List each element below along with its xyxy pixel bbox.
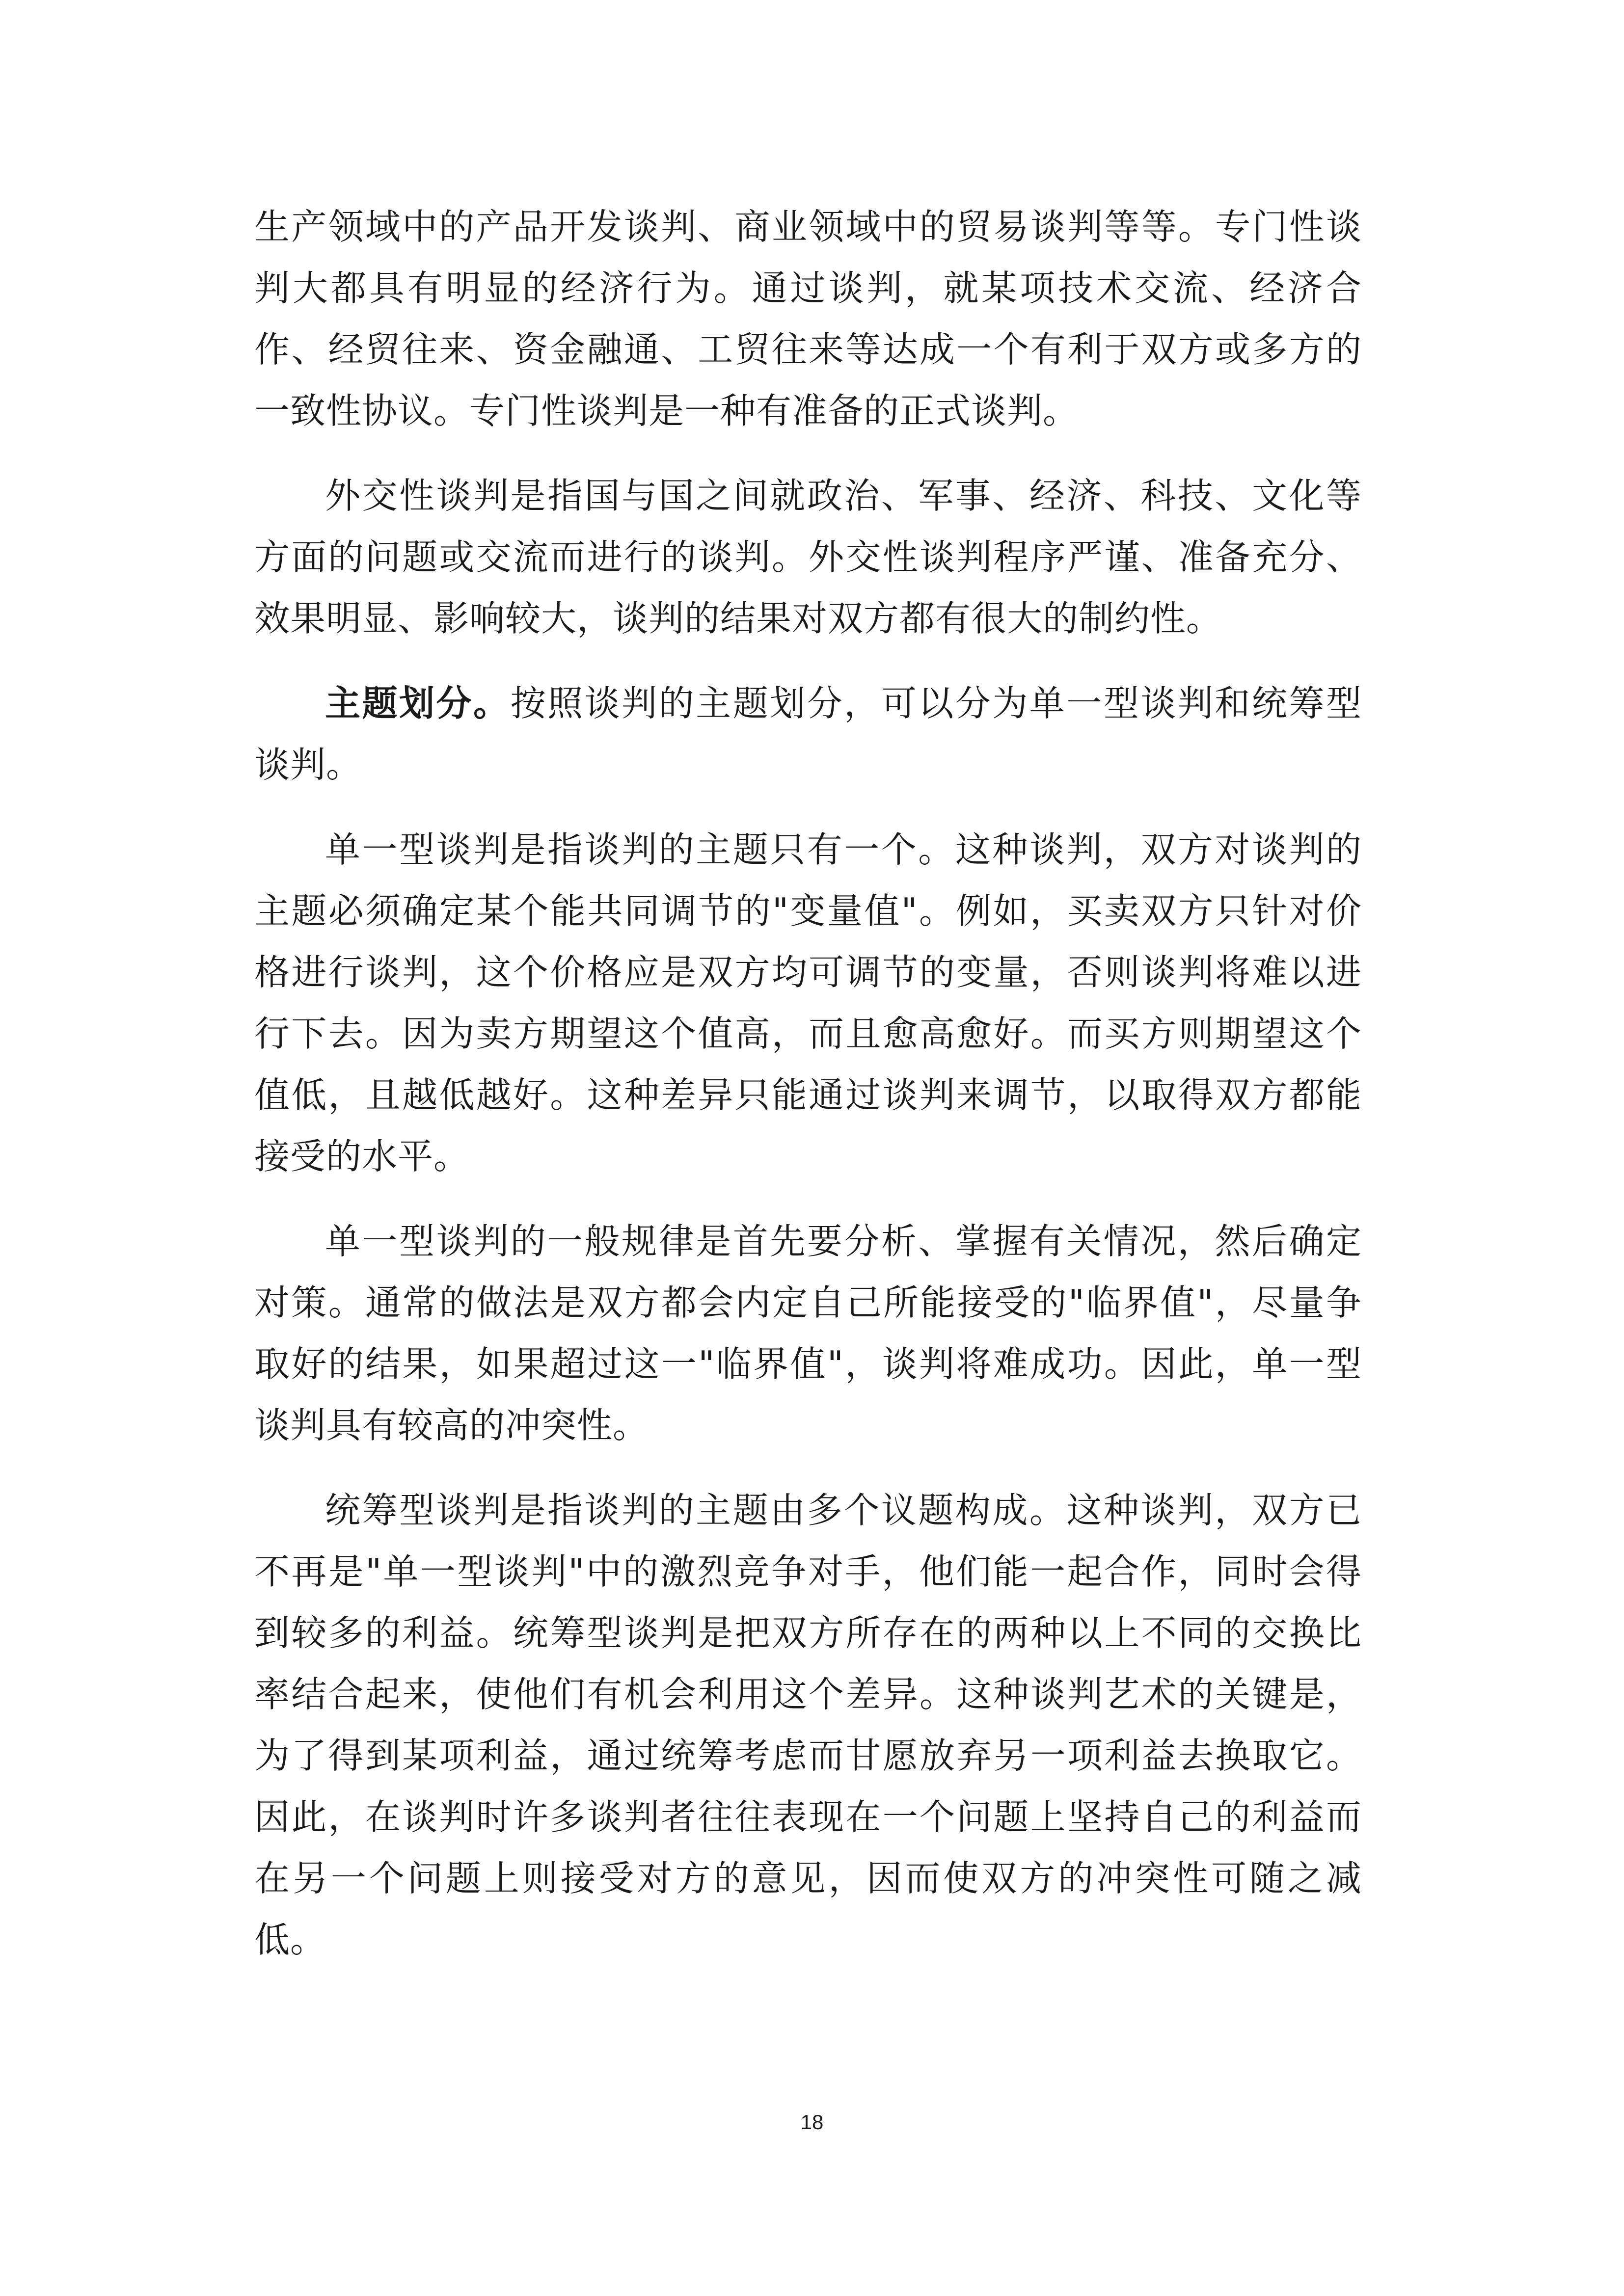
paragraph-text: 单一型谈判的一般规律是首先要分析、掌握有关情况，然后确定对策。通常的做法是双方都会内定自己所能接受的"临界值"，尽量争取好的结果，如果超过这一"临界值"，谈判将难成功。因此，单一型谈判具有较高的冲突性。 bbox=[254, 1221, 1362, 1446]
page-number: 18 bbox=[800, 2110, 824, 2134]
paragraph-diplomatic-negotiation bbox=[254, 465, 1362, 649]
paragraph-continuation bbox=[254, 196, 1362, 442]
paragraph-integrated-type bbox=[254, 1480, 1362, 1971]
paragraph-text: 统筹型谈判是指谈判的主题由多个议题构成。这种谈判，双方已不再是"单一型谈判"中的激烈竞争对手，他们能一起合作，同时会得到较多的利益。统筹型谈判是把双方所存在的两种以上不同的交换比率结合起来，使他们有机会利用这个差异。这种谈判艺术的关键是，为了得到某项利益，通过统筹考虑而甘愿放弃另一项利益去换取它。因此，在谈判时许多谈判者往往表现在一个问题上坚持自己的利益而在另一个问题上则接受对方的意见，因而使双方的冲突性可随之减低。 bbox=[254, 1490, 1362, 1960]
paragraph-single-type bbox=[254, 819, 1362, 1187]
paragraph-lead: 主题划分。 bbox=[325, 683, 511, 724]
paragraph-text: 按照谈判的主题划分，可以分为单一型谈判和统筹型谈判。 bbox=[254, 683, 1362, 785]
body-text bbox=[254, 196, 1362, 1994]
paragraph-single-type-rules bbox=[254, 1211, 1362, 1456]
paragraph-topic-division bbox=[254, 673, 1362, 796]
paragraph-text: 外交性谈判是指国与国之间就政治、军事、经济、科技、文化等方面的问题或交流而进行的谈判。外交性谈判程序严谨、准备充分、效果明显、影响较大，谈判的结果对双方都有很大的制约性。 bbox=[254, 475, 1362, 639]
paragraph-text: 单一型谈判是指谈判的主题只有一个。这种谈判，双方对谈判的主题必须确定某个能共同调节的"变量值"。例如，买卖双方只针对价格进行谈判，这个价格应是双方均可调节的变量，否则谈判将难以进行下去。因为卖方期望这个值高，而且愈高愈好。而买方则期望这个值低，且越低越好。这种差异只能通过谈判来调节，以取得双方都能接受的水平。 bbox=[254, 829, 1362, 1177]
paragraph-text: 生产领域中的产品开发谈判、商业领域中的贸易谈判等等。专门性谈判大都具有明显的经济行为。通过谈判，就某项技术交流、经济合作、经贸往来、资金融通、工贸往来等达成一个有利于双方或多方的一致性协议。专门性谈判是一种有准备的正式谈判。 bbox=[254, 206, 1362, 431]
